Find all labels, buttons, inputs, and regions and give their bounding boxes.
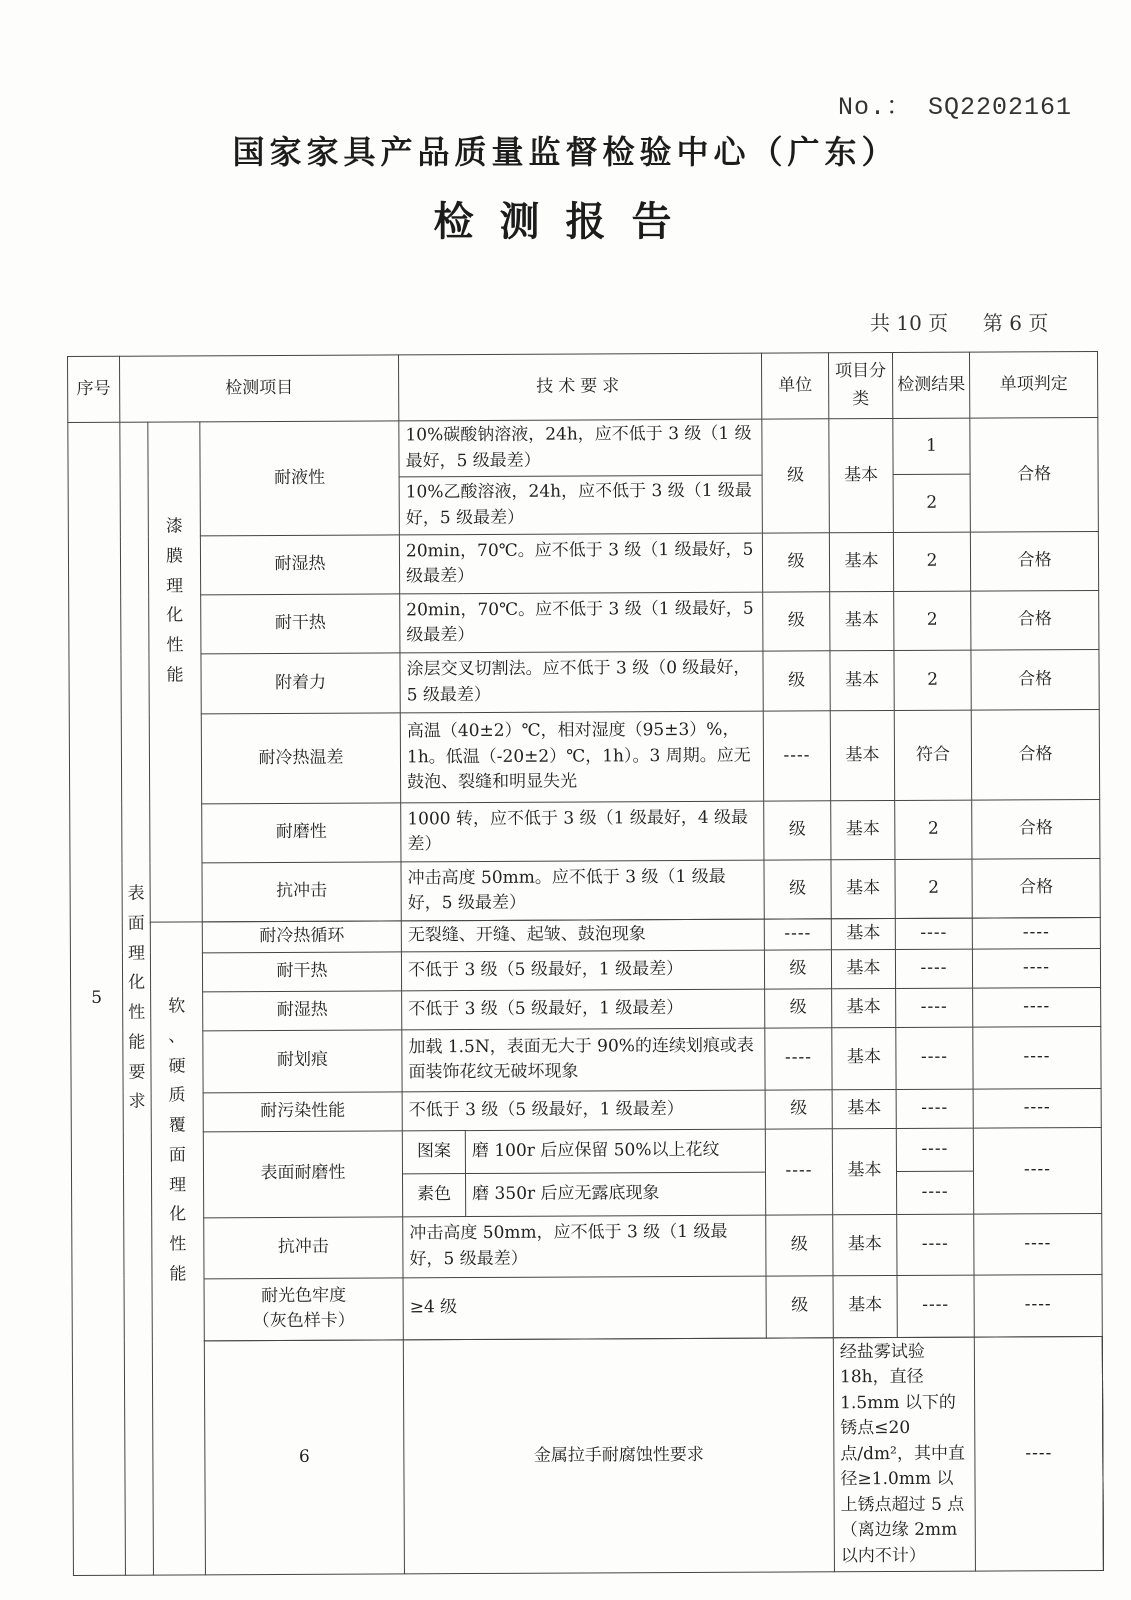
vertical-char: 化: [166, 605, 184, 626]
category-cell: 基本: [832, 1027, 896, 1089]
category-cell: 基本: [831, 859, 895, 918]
header-category: 项目分类: [829, 352, 893, 418]
vertical-char: 性: [169, 1234, 187, 1255]
item-cell: 表面耐磨性: [203, 1130, 402, 1217]
unit-cell: 级: [764, 860, 831, 919]
judgment-cell: 合格: [971, 590, 1099, 650]
category-cell: 基本: [830, 710, 894, 800]
page-indicator: [870, 307, 1050, 336]
result-cell: 2: [894, 591, 971, 650]
item-cell: 耐划痕: [203, 1029, 402, 1092]
unit-cell: 级: [765, 988, 832, 1027]
category-cell: 基本: [831, 918, 895, 949]
vertical-char: 质: [168, 1085, 186, 1106]
category-cell: 基本: [832, 1089, 896, 1128]
result-cell: ----: [897, 1171, 974, 1214]
vertical-char: 表: [127, 883, 145, 904]
unit-cell: 级: [762, 533, 829, 592]
table-row: [70, 917, 1100, 953]
item-cell: 耐湿热: [200, 535, 399, 595]
requirement-cell: 磨 350r 后应无露底现象: [466, 1172, 766, 1216]
category-cell: 基本: [830, 591, 894, 650]
report-title: 检测报告: [433, 198, 698, 245]
item-cell: 耐湿热: [203, 990, 402, 1030]
result-cell: ----: [896, 1089, 973, 1128]
vertical-char: 面: [127, 913, 145, 934]
judgment-cell: ----: [974, 1274, 1102, 1337]
header-requirement: 技术要求: [399, 353, 762, 421]
category-cell: 基本: [833, 1275, 897, 1337]
vertical-char: 覆: [168, 1115, 186, 1136]
item-cell: 耐干热: [201, 594, 400, 654]
item-line: 耐光色牢度: [261, 1285, 347, 1306]
requirement-cell: 涂层交叉切割法。应不低于 3 级（0 级最好，5 级最差）: [400, 651, 763, 713]
unit-cell: 级: [763, 592, 830, 651]
item-cell: 金属拉手耐腐蚀性要求: [403, 1337, 834, 1574]
category-cell: 基本: [829, 418, 894, 532]
category-cell: 基本: [832, 1128, 896, 1214]
center-name: 国家家具产品质量监督检验中心（广东）: [232, 133, 899, 171]
table-row: [71, 987, 1101, 1031]
subgroup-cell: [150, 922, 205, 1575]
subgroup-cell: [148, 422, 202, 922]
judgment-cell: ----: [973, 987, 1101, 1027]
item-cell: 附着力: [201, 653, 400, 714]
requirement-cell: 20min，70℃。应不低于 3 级（1 级最好，5 级最差）: [399, 533, 762, 594]
vertical-char: 能: [128, 1032, 146, 1053]
category-cell: 基本: [832, 988, 896, 1027]
item-cell: 耐磨性: [202, 803, 401, 863]
vertical-char: 化: [128, 972, 146, 993]
requirement-cell: 不低于 3 级（5 级最好，1 级最差）: [402, 1090, 765, 1131]
header-row: [68, 351, 1098, 422]
judgment-cell: ----: [973, 1127, 1101, 1214]
item-cell: 耐冷热温差: [201, 713, 400, 804]
unit-cell: ----: [765, 1027, 832, 1089]
judgment-cell: 合格: [970, 417, 1099, 532]
vertical-char: 软: [168, 996, 186, 1017]
vertical-char: 求: [128, 1091, 146, 1112]
judgment-cell: 合格: [971, 709, 1099, 800]
vertical-char: 理: [166, 575, 184, 597]
header-judgment: 单项判定: [970, 351, 1098, 418]
category-cell: 基本: [831, 949, 895, 988]
total-pages: 共 10 页: [870, 311, 949, 335]
judgment-cell: ----: [972, 948, 1100, 988]
category-cell: 基本: [829, 532, 893, 591]
vertical-char: 性: [166, 635, 184, 656]
result-cell: ----: [896, 988, 973, 1027]
vertical-char: 理: [127, 943, 145, 964]
current-page: 第 6 页: [982, 311, 1049, 335]
result-cell: 2: [893, 532, 970, 591]
table-row: [71, 1026, 1101, 1093]
result-cell: ----: [896, 1128, 973, 1171]
item-line: （灰色样卡）: [252, 1310, 355, 1332]
table-row: [68, 417, 1098, 478]
item-cell: 耐液性: [200, 421, 400, 536]
unit-cell: ----: [763, 711, 830, 801]
table-row: [69, 709, 1099, 804]
vertical-char: 能: [166, 665, 184, 686]
table-row: [69, 590, 1099, 654]
judgment-cell: ----: [972, 917, 1100, 948]
vertical-char: 化: [169, 1204, 187, 1225]
unit-cell: 级: [764, 801, 831, 860]
result-cell: 2: [893, 474, 970, 532]
judgment-cell: 合格: [972, 799, 1100, 859]
result-cell: 2: [895, 859, 972, 918]
table-row: [72, 1274, 1102, 1341]
judgment-cell: 合格: [970, 531, 1098, 591]
report-number: No.： SQ2202161: [838, 93, 1073, 122]
judgment-cell: ----: [973, 1026, 1101, 1089]
result-cell: ----: [895, 949, 972, 988]
judgment-cell: 合格: [972, 858, 1100, 918]
unit-cell: 级: [762, 419, 830, 533]
unit-cell: 级: [766, 1275, 833, 1337]
requirement-cell: 20min，70℃。应不低于 3 级（1 级最好，5 级最差）: [400, 592, 763, 653]
seq-cell: 6: [204, 1339, 404, 1574]
judgment-cell: ----: [974, 1213, 1102, 1275]
table-row: [72, 1213, 1102, 1279]
unit-cell: ----: [764, 919, 831, 950]
category-cell: 基本: [833, 1214, 897, 1275]
results-table-frame: [67, 351, 1102, 1566]
item-cell: 抗冲击: [202, 862, 401, 922]
result-cell: 2: [895, 800, 972, 859]
table-row: [70, 948, 1100, 992]
table-row: [68, 531, 1098, 595]
unit-cell: 级: [764, 949, 831, 988]
unit-cell: ----: [765, 1128, 832, 1214]
requirement-cell: 磨 100r 后应保留 50%以上花纹: [465, 1129, 765, 1173]
result-cell: ----: [897, 1275, 974, 1337]
requirement-cell: 不低于 3 级（5 级最好，1 级最差）: [401, 950, 764, 991]
vertical-char: 理: [169, 1174, 187, 1196]
requirement-cell: 1000 转，应不低于 3 级（1 级最好，4 级最差）: [401, 801, 764, 862]
item-cell: 耐干热: [202, 951, 401, 991]
vertical-char: 硬: [168, 1055, 186, 1077]
table-row: [71, 1088, 1101, 1132]
judgment-cell: ----: [973, 1088, 1101, 1128]
header-item: 检测项目: [120, 355, 399, 422]
vertical-char: 漆: [165, 516, 183, 537]
vertical-char: 性: [128, 1002, 146, 1023]
results-table: [67, 351, 1104, 1576]
category-cell: 基本: [831, 800, 895, 859]
requirement-cell: 10%乙酸溶液，24h，应不低于 3 级（1 级最好，5 级最差）: [399, 475, 762, 535]
sub-label-cell: 素色: [403, 1173, 466, 1216]
requirement-cell: 经盐雾试验 18h，直径 1.5mm 以下的锈点≤20 点/dm²，其中直径≥1.0mm 以上锈点超过 5 点（离边缘 2mm 以内不计）: [833, 1337, 975, 1572]
seq-cell: 5: [68, 422, 126, 1575]
judgment-cell: 合格: [971, 649, 1099, 710]
result-cell: 2: [894, 650, 971, 710]
header-seq: 序号: [68, 356, 120, 422]
sub-label-cell: 图案: [402, 1130, 465, 1173]
requirement-cell: 加载 1.5N，表面无大于 90%的连续划痕或表面装饰花纹无破坏现象: [402, 1028, 765, 1092]
requirement-cell: 冲击高度 50mm。应不低于 3 级（1 级最好，5 级最差）: [401, 860, 764, 921]
table-row: [70, 858, 1100, 922]
table-row: [72, 1336, 1103, 1576]
vertical-char: 能: [169, 1264, 187, 1285]
table-row: [70, 799, 1100, 863]
vertical-char: 膜: [165, 546, 184, 567]
result-cell: 1: [893, 418, 970, 474]
category-cell: 基本: [830, 650, 894, 710]
result-cell: ----: [896, 1027, 973, 1089]
vertical-char: 、: [168, 1026, 186, 1047]
table-row: [71, 1127, 1101, 1175]
result-cell: ----: [897, 1214, 974, 1275]
header-result: 检测结果: [893, 352, 970, 418]
unit-cell: 级: [766, 1214, 833, 1275]
unit-cell: 级: [765, 1089, 832, 1128]
requirement-cell: 冲击高度 50mm，应不低于 3 级（1 级最好，5 级最差）: [403, 1215, 766, 1278]
requirement-cell: 10%碳酸钠溶液，24h，应不低于 3 级（1 级最好，5 级最差）: [399, 419, 762, 477]
item-cell: 耐冷热循环: [202, 921, 401, 952]
unit-cell: 级: [763, 651, 830, 711]
item-cell: [204, 1277, 403, 1340]
requirement-cell: 高温（40±2）℃，相对湿度（95±3）%，1h。低温（-20±2）℃，1h）。3 周期。应无鼓泡、裂缝和明显失光: [400, 711, 763, 803]
item-cell: 抗冲击: [204, 1216, 403, 1278]
vertical-char: 面: [168, 1145, 186, 1166]
item-cell: 耐污染性能: [203, 1091, 402, 1131]
requirement-cell: 不低于 3 级（5 级最好，1 级最差）: [402, 989, 765, 1030]
vertical-char: 要: [128, 1062, 146, 1083]
header-unit: 单位: [762, 353, 829, 419]
unit-cell: ----: [974, 1336, 1103, 1571]
requirement-cell: 无裂缝、开缝、起皱、鼓泡现象: [401, 919, 764, 951]
requirement-cell: ≥4 级: [403, 1276, 766, 1340]
table-row: [69, 649, 1099, 714]
result-cell: 符合: [894, 710, 971, 800]
result-cell: ----: [895, 918, 972, 949]
